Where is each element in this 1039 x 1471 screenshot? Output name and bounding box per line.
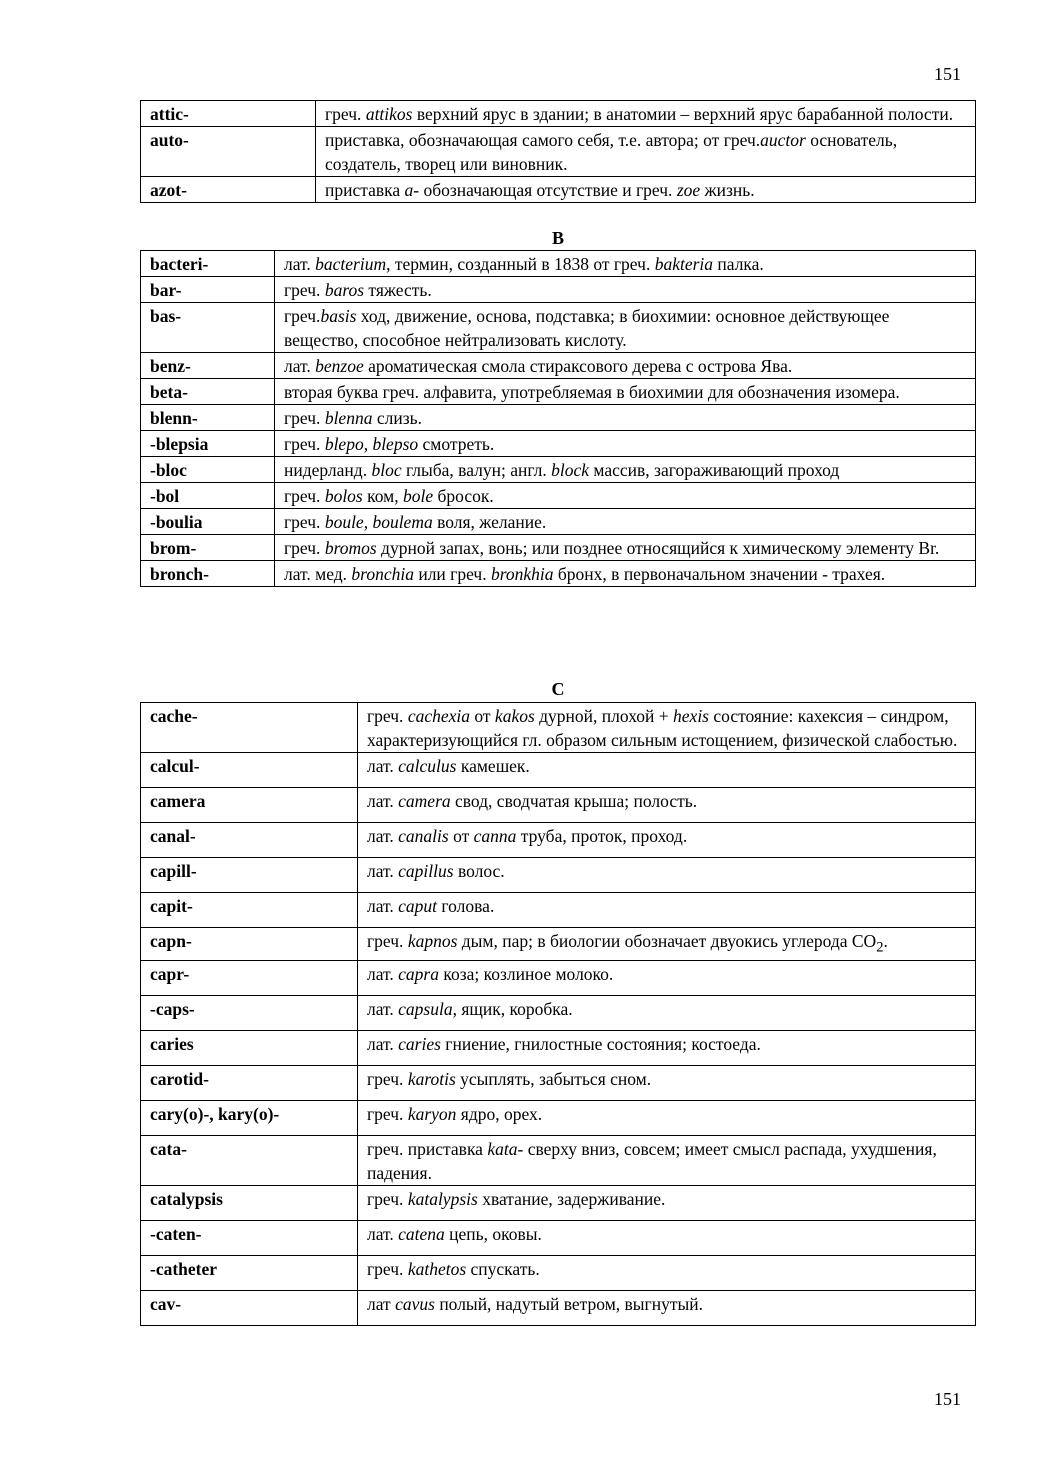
term-cell: -boulia [141,509,275,535]
section-letter-c: C [551,679,565,699]
term-cell: bacteri- [141,251,275,277]
glossary-table-c [140,702,976,1326]
definition-cell: греч. blepo, blepso смотреть. [275,431,976,457]
definition-cell: лат. мед. bronchia или греч. bronkhia бронх, в первоначальном значении - трахея. [275,561,976,587]
table-row [141,561,976,587]
term-cell: camera [141,788,358,823]
term-cell: calcul- [141,753,358,788]
table-row [141,1135,976,1185]
definition-cell: греч. baros тяжесть. [275,277,976,303]
term-cell: capit- [141,893,358,928]
page-number-top: 151 [934,64,961,84]
term-cell: -caten- [141,1220,358,1255]
definition-cell: вторая буква греч. алфавита, употребляемая в биохимии для обозначения изомера. [275,379,976,405]
glossary-table-a [140,100,976,203]
term-cell: catalypsis [141,1185,358,1220]
definition-cell: греч. kathetos спускать. [358,1255,976,1290]
term-cell: -bloc [141,457,275,483]
definition-cell: лат. capillus волос. [358,858,976,893]
table-row [141,753,976,788]
definition-cell: греч. kapnos дым, пар; в биологии обозначает двуокись углерода $CO_2$. [358,928,976,961]
table-row [141,277,976,303]
table-row [141,1255,976,1290]
table-row [141,535,976,561]
definition-cell: лат. benzoe ароматическая смола стираксового дерева с острова Ява. [275,353,976,379]
definition-cell: лат. calculus камешек. [358,753,976,788]
definition-cell: греч. karotis усыплять, забыться сном. [358,1065,976,1100]
table-row [141,509,976,535]
table-row [141,995,976,1030]
table-row [141,177,976,203]
definition-cell: лат. caput голова. [358,893,976,928]
term-cell: canal- [141,823,358,858]
section-letter-b: B [551,228,564,248]
term-cell: azot- [141,177,316,203]
definition-cell: нидерланд. bloc глыба, валун; англ. block массив, загораживающий проход [275,457,976,483]
term-cell: caries [141,1030,358,1065]
table-row [141,483,976,509]
table-row [141,1065,976,1100]
definition-cell: греч. karyon ядро, орех. [358,1100,976,1135]
definition-cell: лат cavus полый, надутый ветром, выгнутый. [358,1290,976,1325]
definition-cell: греч. приставка kata- сверху вниз, совсем; имеет смысл распада, ухудшения, падения. [358,1135,976,1185]
table-row [141,823,976,858]
table-row [141,379,976,405]
term-cell: cache- [141,703,358,753]
table-row [141,960,976,995]
term-cell: cary(o)-, kary(o)- [141,1100,358,1135]
definition-cell: приставка, обозначающая самого себя, т.е. автора; от греч.auctor основатель, создатель, творец или виновник. [316,127,976,177]
table-row [141,251,976,277]
term-cell: -bol [141,483,275,509]
page-number-bottom: 151 [934,1389,961,1409]
definition-cell: лат. canalis от canna труба, проток, проход. [358,823,976,858]
definition-cell: приставка а- обозначающая отсутствие и греч. zoe жизнь. [316,177,976,203]
term-cell: auto- [141,127,316,177]
term-cell: -catheter [141,1255,358,1290]
term-cell: cav- [141,1290,358,1325]
table-row [141,431,976,457]
definition-cell: греч. katalypsis хватание, задерживание. [358,1185,976,1220]
term-cell: capill- [141,858,358,893]
definition-cell: лат. camera свод, сводчатая крыша; полость. [358,788,976,823]
term-cell: benz- [141,353,275,379]
table-row [141,457,976,483]
term-cell: cata- [141,1135,358,1185]
term-cell: attic- [141,101,316,127]
table-row [141,353,976,379]
definition-cell: греч. blenna слизь. [275,405,976,431]
table-row [141,703,976,753]
definition-cell: лат. caries гниение, гнилостные состояния; костоеда. [358,1030,976,1065]
table-row [141,101,976,127]
term-cell: brom- [141,535,275,561]
table-row [141,303,976,353]
table-row [141,858,976,893]
table-row [141,405,976,431]
term-cell: capn- [141,928,358,961]
term-cell: bronch- [141,561,275,587]
term-cell: bar- [141,277,275,303]
table-row [141,788,976,823]
definition-cell: греч. cachexia от kakos дурной, плохой + hexis состояние: кахексия – синдром, характеризующийся гл. образом сильным истощением, физической слабостью. [358,703,976,753]
definition-cell: лат. bacterium, термин, созданный в 1838 от греч. bakteria палка. [275,251,976,277]
term-cell: capr- [141,960,358,995]
definition-cell: греч. bromos дурной запах, вонь; или позднее относящийся к химическому элементу Br. [275,535,976,561]
term-cell: blenn- [141,405,275,431]
table-row [141,1030,976,1065]
definition-cell: лат. capra коза; козлиное молоко. [358,960,976,995]
term-cell: beta- [141,379,275,405]
definition-cell: греч. boule, boulema воля, желание. [275,509,976,535]
term-cell: bas- [141,303,275,353]
table-row [141,1185,976,1220]
table-row [141,1290,976,1325]
definition-cell: лат. catena цепь, оковы. [358,1220,976,1255]
definition-cell: лат. capsula, ящик, коробка. [358,995,976,1030]
term-cell: -caps- [141,995,358,1030]
term-cell: -blepsia [141,431,275,457]
definition-cell: греч. bolos ком, bole бросок. [275,483,976,509]
definition-cell: греч.basis ход, движение, основа, подставка; в биохимии: основное действующее вещество, способное нейтрализовать кислоту. [275,303,976,353]
term-cell: carotid- [141,1065,358,1100]
table-row [141,127,976,177]
table-row [141,1100,976,1135]
table-row [141,1220,976,1255]
glossary-table-b [140,250,976,587]
table-row [141,928,976,961]
definition-cell: греч. attikos верхний ярус в здании; в анатомии – верхний ярус барабанной полости. [316,101,976,127]
table-row [141,893,976,928]
